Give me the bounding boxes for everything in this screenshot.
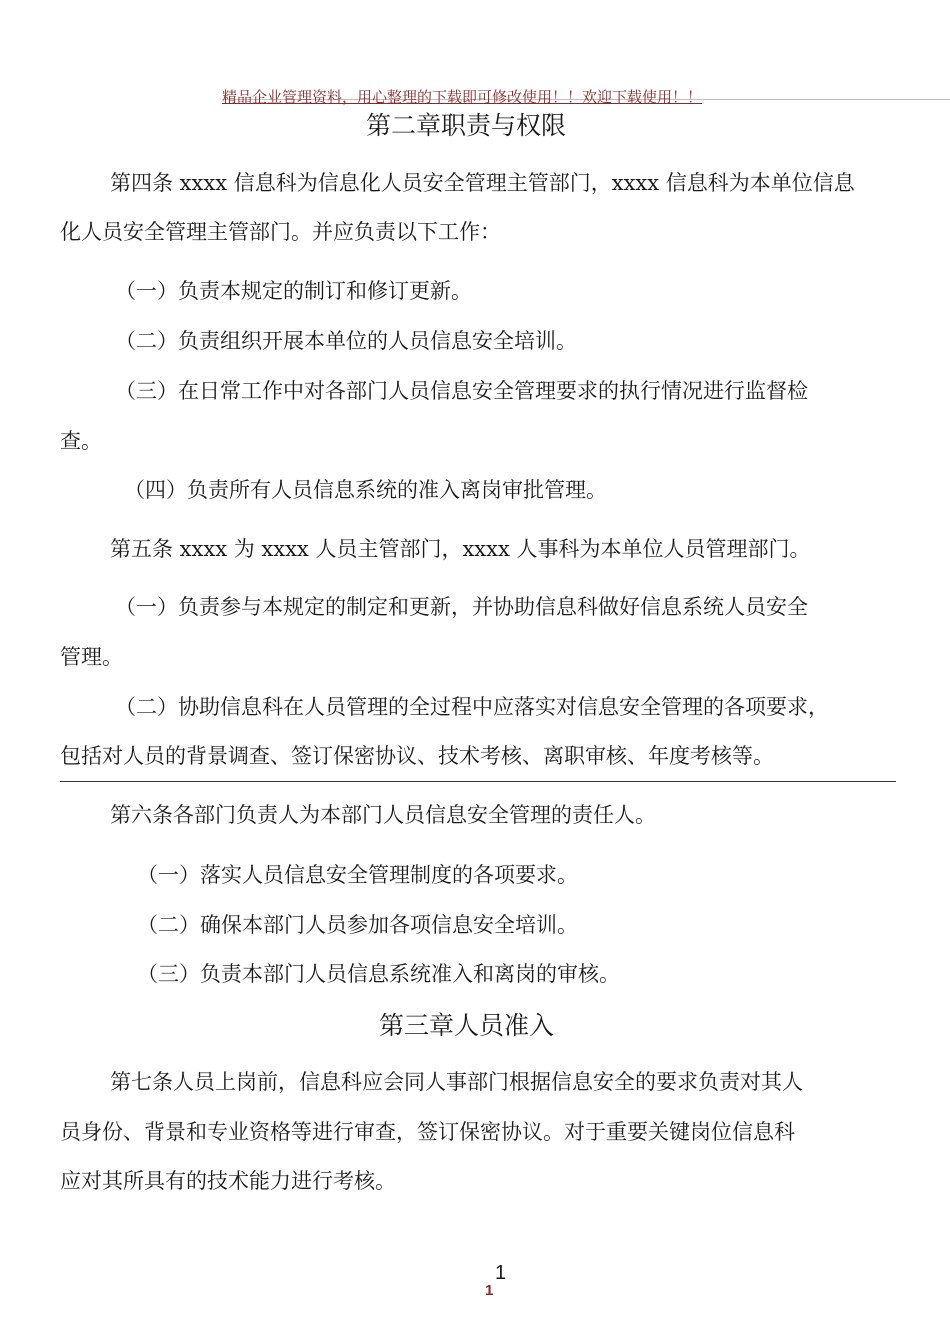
article6-item3: （三）负责本部门人员信息系统准入和离岗的审核。 [137,962,620,986]
article4-item1: （一）负责本规定的制订和修订更新。 [115,279,472,303]
article5-item2-line1: （二）协助信息科在人员管理的全过程中应落实对信息安全管理的各项要求， [115,695,829,719]
article5-item2-line2: 包括对人员的背景调查、签订保密协议、技术考核、离职审核、年度考核等。 [60,744,774,768]
article4-line1: 第四条 xxxx 信息科为信息化人员安全管理主管部门，xxxx 信息科为本单位信息 [110,171,855,195]
article5-item1-line2: 管理。 [60,645,123,669]
article5: 第五条 xxxx 为 xxxx 人员主管部门，xxxx 人事科为本单位人员管理部门。 [110,537,811,561]
page-number-marker: 1 [485,1282,494,1299]
article7-line2: 员身份、背景和专业资格等进行审查，签订保密协议。对于重要关键岗位信息科 [60,1120,795,1144]
article7-line3: 应对其所具有的技术能力进行考核。 [60,1169,396,1193]
article5-item1-line1: （一）负责参与本规定的制定和更新，并协助信息科做好信息系统人员安全 [115,595,808,619]
page-divider [60,781,896,782]
chapter2-title: 第二章职责与权限 [366,111,567,140]
article4-item2: （二）负责组织开展本单位的人员信息安全培训。 [115,329,577,353]
article4-item3-line2: 查。 [60,429,102,453]
article4-line2: 化人员安全管理主管部门。并应负责以下工作： [60,220,501,244]
article4-item4: （四）负责所有人员信息系统的准入离岗审批管理。 [124,478,607,502]
article7-line1: 第七条人员上岗前，信息科应会同人事部门根据信息安全的要求负责对其人 [110,1070,803,1094]
page-number: 1 [495,1262,507,1284]
article6-item2: （二）确保本部门人员参加各项信息安全培训。 [137,913,578,937]
article4-item3-line1: （三）在日常工作中对各部门人员信息安全管理要求的执行情况进行监督检 [115,379,808,403]
header-note: 精品企业管理资料，用心整理的下载即可修改使用！！欢迎下载使用！！ [222,88,703,106]
chapter3-title: 第三章人员准入 [379,1011,555,1040]
article6: 第六条各部门负责人为本部门人员信息安全管理的责任人。 [110,803,656,827]
article6-item1: （一）落实人员信息安全管理制度的各项要求。 [137,863,578,887]
